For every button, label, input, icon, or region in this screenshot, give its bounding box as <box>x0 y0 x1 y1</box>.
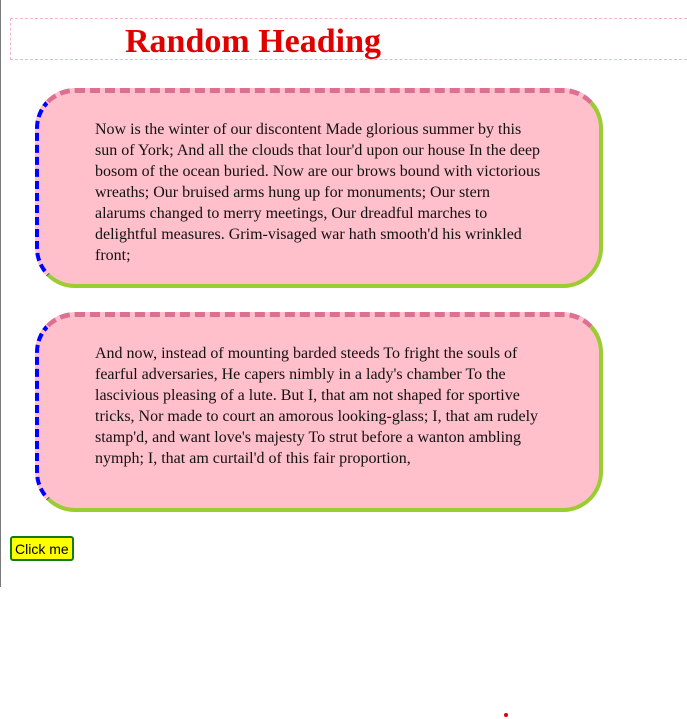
page-heading: Random Heading <box>125 23 381 60</box>
card-text-1: Now is the winter of our discontent Made glorious summer by this sun of York; And all the clouds that lour'd upon our house In the deep bosom of the ocean buried. Now are our brows bound with victorious wreaths; Our bruised arms hung up for monuments; Our stern alarums changed to merry meetings, Our dreadful marches to delightful measures. Grim-visaged war hath smooth'd his wrinkled front; <box>95 121 541 264</box>
text-card-2 <box>35 312 603 512</box>
text-card-1 <box>35 88 603 288</box>
heading-container <box>10 18 687 60</box>
card-text-2: And now, instead of mounting barded steeds To fright the souls of fearful adversaries, He capers nimbly in a lady's chamber To the lascivious pleasing of a lute. But I, that am not shaped for sportive tricks, Nor made to court an amorous looking-glass; I, that am rudely stamp'd, and want love's majesty To strut before a wanton ambling nymph; I, that am curtail'd of this fair proportion, <box>95 345 539 467</box>
click-me-button[interactable]: Click me <box>10 536 74 561</box>
red-dot <box>504 713 508 717</box>
left-edge-rule <box>0 0 1 587</box>
